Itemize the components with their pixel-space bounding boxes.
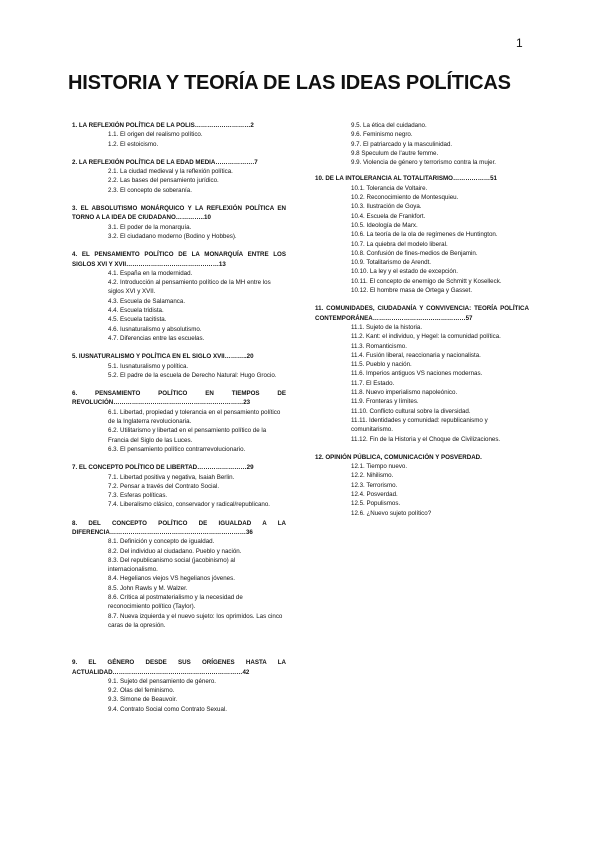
toc-subsection-item: 9.2. Olas del feminismo.	[108, 687, 175, 695]
toc-subsection-item: 7.2. Pensar a través del Contrato Social.	[108, 482, 220, 490]
toc-subsection-item: 8.3. Del republicanismo social (jacobinismo) al internacionalismo.	[108, 556, 236, 574]
toc-subsection-item: 9.6. Feminismo negro.	[351, 131, 413, 139]
toc-section-title: 7. EL CONCEPTO POLÍTICO DE LIBERTAD……………………29	[72, 464, 254, 472]
toc-subsection-item: 12.2. Nihilismo.	[351, 472, 394, 480]
toc-subsection-item: 10.7. La quiebra del modelo liberal.	[351, 240, 448, 248]
toc-section-title: 9. EL GÉNERO DESDE SUS ORÍGENES HASTA LA ACTUALIDAD………………………………………………………42	[72, 659, 286, 676]
toc-subsection-item: 11.11. Identidades y comunidad: republicanismo y comunitarismo.	[351, 416, 488, 434]
toc-subsection-item: 12.1. Tiempo nuevo.	[351, 463, 408, 471]
toc-section	[72, 158, 286, 195]
toc-subsection-item: 6.3. El pensamiento político contrarrevolucionario.	[108, 445, 246, 453]
toc-subsection-item: 9.1. Sujeto del pensamiento de género.	[108, 677, 217, 685]
toc-subsection-item: 5.2. El padre de la escuela de Derecho Natural: Hugo Grocio.	[108, 371, 277, 379]
toc-section-title: 8. DEL CONCEPTO POLÍTICO DE IGUALDAD A LA DIFERENCIA…………………………………………………………36	[72, 519, 286, 536]
toc-subsection-list	[72, 473, 286, 510]
toc-subsection-item: 11.4. Fusión liberal, reaccionaria y nacionalista.	[351, 351, 481, 359]
toc-section	[72, 121, 286, 149]
toc-section-title: 3. EL ABSOLUTISMO MONÁRQUICO Y LA REFLEXIÓN POLÍTICA EN TORNO A LA IDEA DE CIUDADANO…………..10	[72, 205, 286, 222]
toc-subsection-item: 1.1. El origen del realismo político.	[108, 131, 203, 139]
toc-section	[315, 453, 529, 518]
toc-subsection-list	[72, 408, 286, 454]
toc-section	[315, 304, 529, 443]
toc-subsection-item: 8.4. Hegelianos viejos VS hegelianos jóvenes.	[108, 575, 235, 583]
toc-section	[315, 174, 529, 295]
toc-subsection-item: 4.5. Escuela tacitista.	[108, 316, 167, 324]
toc-subsection-item: 7.1. Libertad positiva y negativa, Isaiah Berlin.	[108, 473, 235, 481]
toc-subsection-item: 11.9. Fronteras y límites.	[351, 398, 419, 406]
toc-subsection-item: 12.4. Posverdad.	[351, 490, 398, 498]
page-number: 1	[516, 36, 523, 50]
toc-section-title: 6. PENSAMIENTO POLÍTICO EN TIEMPOS DE REVOLUCIÓN………………………………………………………23	[72, 390, 286, 407]
toc-subsection-item: 2.2. Las bases del pensamiento jurídico.	[108, 177, 219, 185]
toc-subsection-item: 11.3. Romanticismo.	[351, 342, 407, 350]
toc-subsection-item: 11.10. Conflicto cultural sobre la diversidad.	[351, 407, 471, 415]
toc-subsection-item: 12.3. Terrorismo.	[351, 481, 398, 489]
toc-subsection-item: 10.5. Ideología de Marx.	[351, 221, 418, 229]
toc-subsection-item: 3.1. El poder de la monarquía.	[108, 223, 192, 231]
toc-section	[72, 519, 286, 631]
toc-subsection-item: 12.5. Populismos.	[351, 500, 401, 508]
toc-subsection-item: 1.2. El estoicismo.	[108, 140, 159, 148]
toc-subsection-list	[72, 269, 286, 343]
toc-subsection-item: 4.6. Iusnaturalismo y absolutismo.	[108, 325, 202, 333]
document-title: HISTORIA Y TEORÍA DE LAS IDEAS POLÍTICAS	[68, 72, 511, 94]
toc-subsection-list	[72, 537, 286, 630]
toc-subsection-item: 2.3. El concepto de soberanía.	[108, 186, 192, 194]
toc-section	[72, 658, 286, 714]
toc-section	[72, 389, 286, 454]
toc-subsection-item: 9.5. La ética del cuidadano.	[351, 122, 427, 129]
toc-continued-subsection-list	[315, 121, 529, 167]
toc-subsection-item: 10.2. Reconocimiento de Montesquieu.	[351, 194, 459, 202]
toc-section-title: 5. IUSNATURALISMO Y POLÍTICA EN EL SIGLO XVII………..20	[72, 353, 254, 361]
toc-section-title: 2. LA REFLEXIÓN POLÍTICA DE LA EDAD MEDIA……………….7	[72, 158, 258, 166]
toc-section	[72, 250, 286, 343]
toc-subsection-item: 8.2. Del individuo al ciudadano. Pueblo y nación.	[108, 547, 242, 555]
toc-subsection-list	[72, 130, 286, 149]
toc-subsection-list	[72, 677, 286, 714]
toc-subsection-item: 4.3. Escuela de Salamanca.	[108, 297, 186, 305]
toc-subsection-item: 11.12. Fin de la Historia y el Choque de Civilizaciones.	[351, 435, 501, 443]
toc-subsection-item: 9.8 Speculum de l'autre femme.	[351, 149, 439, 157]
toc-subsection-item: 9.4. Contrato Social como Contrato Sexual.	[108, 705, 228, 713]
toc-subsection-list	[315, 323, 529, 444]
toc-subsection-list	[315, 184, 529, 296]
toc-subsection-item: 7.4. Liberalismo clásico, conservador y radical/republicano.	[108, 501, 270, 509]
toc-subsection-item: 11.8. Nuevo imperialismo napoleónico.	[351, 389, 458, 397]
toc-subsection-item: 11.7. El Estado.	[351, 379, 395, 387]
toc-subsection-item: 10.3. Ilustración de Goya.	[351, 203, 422, 211]
toc-subsection-item: 11.1. Sujeto de la historia.	[351, 323, 423, 331]
toc-subsection-list	[72, 223, 286, 242]
toc-subsection-item: 10.11. El concepto de enemigo de Schmitt y Koselleck.	[351, 277, 502, 285]
toc-subsection-item: 9.3. Simone de Beauvoir.	[108, 696, 178, 704]
toc-section	[72, 204, 286, 241]
toc-subsection-item: 3.2. El ciudadano moderno (Bodino y Hobbes).	[108, 232, 237, 240]
toc-left-column	[72, 121, 286, 723]
toc-subsection-item: 6.2. Utilitarismo y libertad en el pensamiento político de la Francia del Siglo de las Luces.	[108, 427, 267, 444]
toc-subsection-item: 9.7. El patriarcado y la masculinidad.	[351, 140, 453, 148]
toc-subsection-item: 4.7. Diferencias entre las escuelas.	[108, 334, 205, 342]
toc-section-title: 10. DE LA INTOLERANCIA AL TOTALITARISMO………………51	[315, 175, 497, 183]
toc-subsection-item: 6.1. Libertad, propiedad y tolerancia en el pensamiento político de la Inglaterra revolucionaria.	[108, 408, 281, 426]
toc-subsection-item: 4.4. Escuela tridista.	[108, 307, 164, 315]
toc-section	[72, 352, 286, 380]
toc-subsection-item: 8.7. Nueva izquierda y el nuevo sujeto: los oprimidos. Las cinco caras de la opresión.	[108, 612, 283, 629]
toc-subsection-item: 9.9. Violencia de género y terrorismo contra la mujer.	[351, 159, 497, 167]
toc-subsection-item: 10.12. El hombre masa de Ortega y Gasset.	[351, 287, 473, 295]
toc-subsection-item: 8.5. John Rawls y M. Walzer.	[108, 584, 188, 592]
toc-section-title: 4. EL PENSAMIENTO POLÍTICO DE LA MONARQUÍA ENTRE LOS SIGLOS XVI Y XVII………………………………………13	[72, 251, 286, 268]
toc-subsection-item: 11.2. Kant: el individuo, y Hegel: la comunidad política.	[351, 333, 501, 341]
toc-subsection-item: 10.10. La ley y el estado de excepción.	[351, 268, 458, 276]
toc-subsection-item: 10.6. La teoría de la ola de regímenes de Huntington.	[351, 231, 498, 239]
toc-subsection-list	[72, 362, 286, 381]
toc-subsection-item: 5.1. Iusnaturalismo y política.	[108, 362, 189, 370]
toc-subsection-item: 4.1. España en la modernidad.	[108, 269, 193, 277]
toc-subsection-item: 4.2. Introducción al pensamiento político de la MH entre los siglos XVI y XVII.	[108, 279, 271, 296]
toc-subsection-item: 12.6. ¿Nuevo sujeto político?	[351, 509, 432, 517]
toc-section-title: 11. COMUNIDADES, CIUDADANÍA Y CONVIVENCIA: TEORÍA POLÍTICA CONTEMPORÁNEA………………………………………57	[315, 305, 529, 322]
toc-subsection-item: 10.8. Confusión de fines-medios de Benjamin.	[351, 249, 478, 257]
toc-subsection-item: 8.1. Definición y concepto de igualdad.	[108, 538, 215, 546]
toc-subsection-item: 10.1. Tolerancia de Voltaire.	[351, 184, 428, 192]
toc-subsection-item: 10.9. Totalitarismo de Arendt.	[351, 259, 432, 267]
toc-subsection-list	[315, 462, 529, 518]
toc-subsection-list	[72, 167, 286, 195]
toc-subsection-item: 11.5. Pueblo y nación.	[351, 361, 412, 369]
toc-subsection-item: 11.6. Imperios antiguos VS naciones modernas.	[351, 370, 483, 378]
toc-section-title: 12. OPINIÓN PÚBLICA, COMUNICACIÓN Y POSVERDAD.	[315, 453, 482, 461]
toc-section	[72, 463, 286, 509]
toc-subsection-item: 8.6. Crítica al postmaterialismo y la necesidad de reconocimiento político (Taylor).	[108, 594, 243, 611]
toc-subsection-item: 10.4. Escuela de Frankfort.	[351, 212, 426, 220]
toc-right-column	[315, 121, 529, 527]
toc-subsection-item: 7.3. Esferas políticas.	[108, 492, 168, 500]
toc-section-title: 1. LA REFLEXIÓN POLÍTICA DE LA POLIS………………………2	[72, 122, 254, 129]
toc-subsection-item: 2.1. La ciudad medieval y la reflexión política.	[108, 168, 233, 176]
